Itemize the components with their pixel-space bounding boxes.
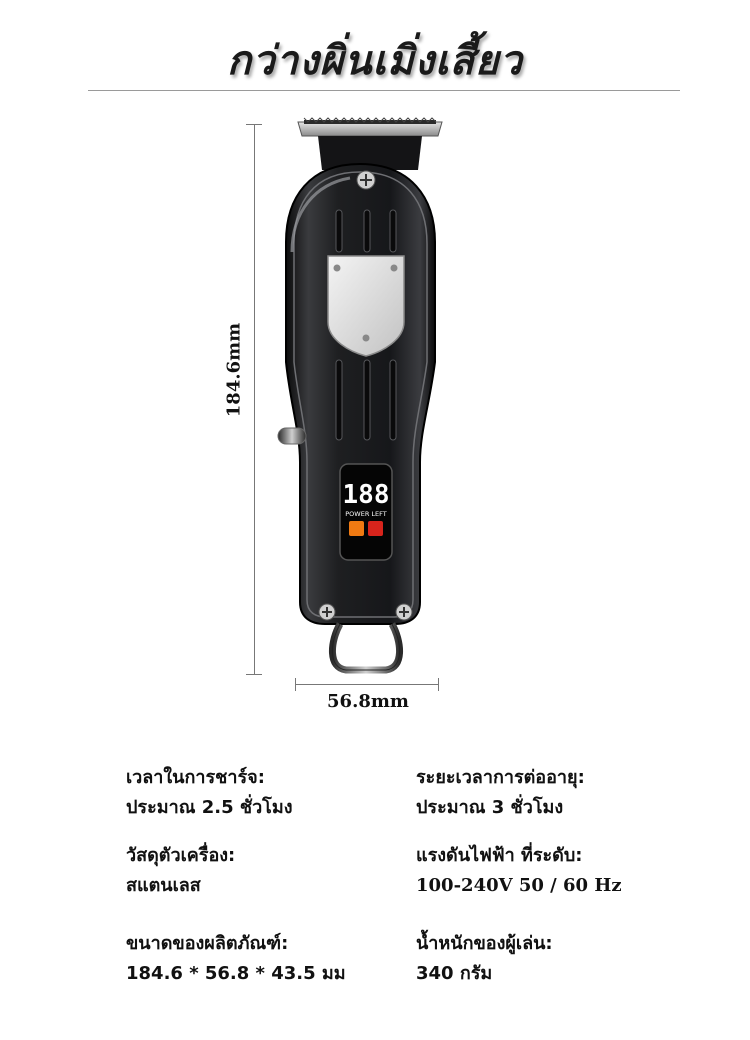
scissors-indicator-icon	[349, 521, 364, 536]
spec-label: วัสดุตัวเครื่อง:	[126, 845, 236, 866]
spec-value: ประมาณ 3 ชั่วโมง	[416, 797, 564, 818]
screw-bottom-right-icon	[396, 604, 412, 620]
spec-label: แรงดันไฟฟ้า ที่ระดับ:	[416, 845, 583, 866]
power-switch	[278, 428, 306, 444]
spec-value: สแตนเลส	[126, 875, 201, 896]
spec-charging-time	[126, 763, 293, 823]
screw-bottom-left-icon	[319, 604, 335, 620]
spec-voltage	[416, 841, 622, 901]
title-divider	[88, 90, 680, 91]
display-digits: 188	[342, 480, 390, 510]
spec-value: 100-240V 50 / 60 Hz	[416, 875, 622, 896]
spec-size	[126, 929, 346, 989]
height-dimension-cap-top	[246, 124, 262, 125]
lcd-display	[340, 464, 392, 560]
width-dimension-label: 56.8mm	[327, 691, 409, 712]
display-caption: POWER LEFT	[345, 510, 387, 518]
page-title: กว่างผิ่นเมิ่งเสี้ยว	[226, 38, 523, 84]
spec-label: น้ำหนักของผู้เล่น:	[416, 933, 553, 954]
hanging-ring	[332, 624, 399, 670]
spec-value: 184.6 * 56.8 * 43.5 มม	[126, 963, 346, 984]
spec-value: 340 กรัม	[416, 963, 493, 984]
height-dimension-label: 184.6mm	[223, 322, 245, 418]
blade	[298, 118, 442, 170]
height-dimension-cap-bottom	[246, 674, 262, 675]
spec-material	[126, 841, 235, 901]
spec-weight	[416, 929, 553, 989]
hair-clipper-image	[270, 112, 450, 677]
spec-label: ขนาดของผลิตภัณฑ์:	[126, 933, 289, 954]
spec-label: เวลาในการชาร์จ:	[126, 767, 265, 788]
spec-runtime	[416, 763, 585, 823]
spec-value: ประมาณ 2.5 ชั่วโมง	[126, 797, 293, 818]
plug-indicator-icon	[368, 521, 383, 536]
width-dimension-cap-right	[438, 678, 439, 691]
spec-label: ระยะเวลาการต่ออายุ:	[416, 767, 585, 788]
height-dimension-line	[254, 124, 255, 674]
screw-top-icon	[357, 171, 375, 189]
width-dimension-line	[295, 684, 438, 685]
width-dimension-cap-left	[295, 678, 296, 691]
metal-plate	[328, 256, 404, 356]
